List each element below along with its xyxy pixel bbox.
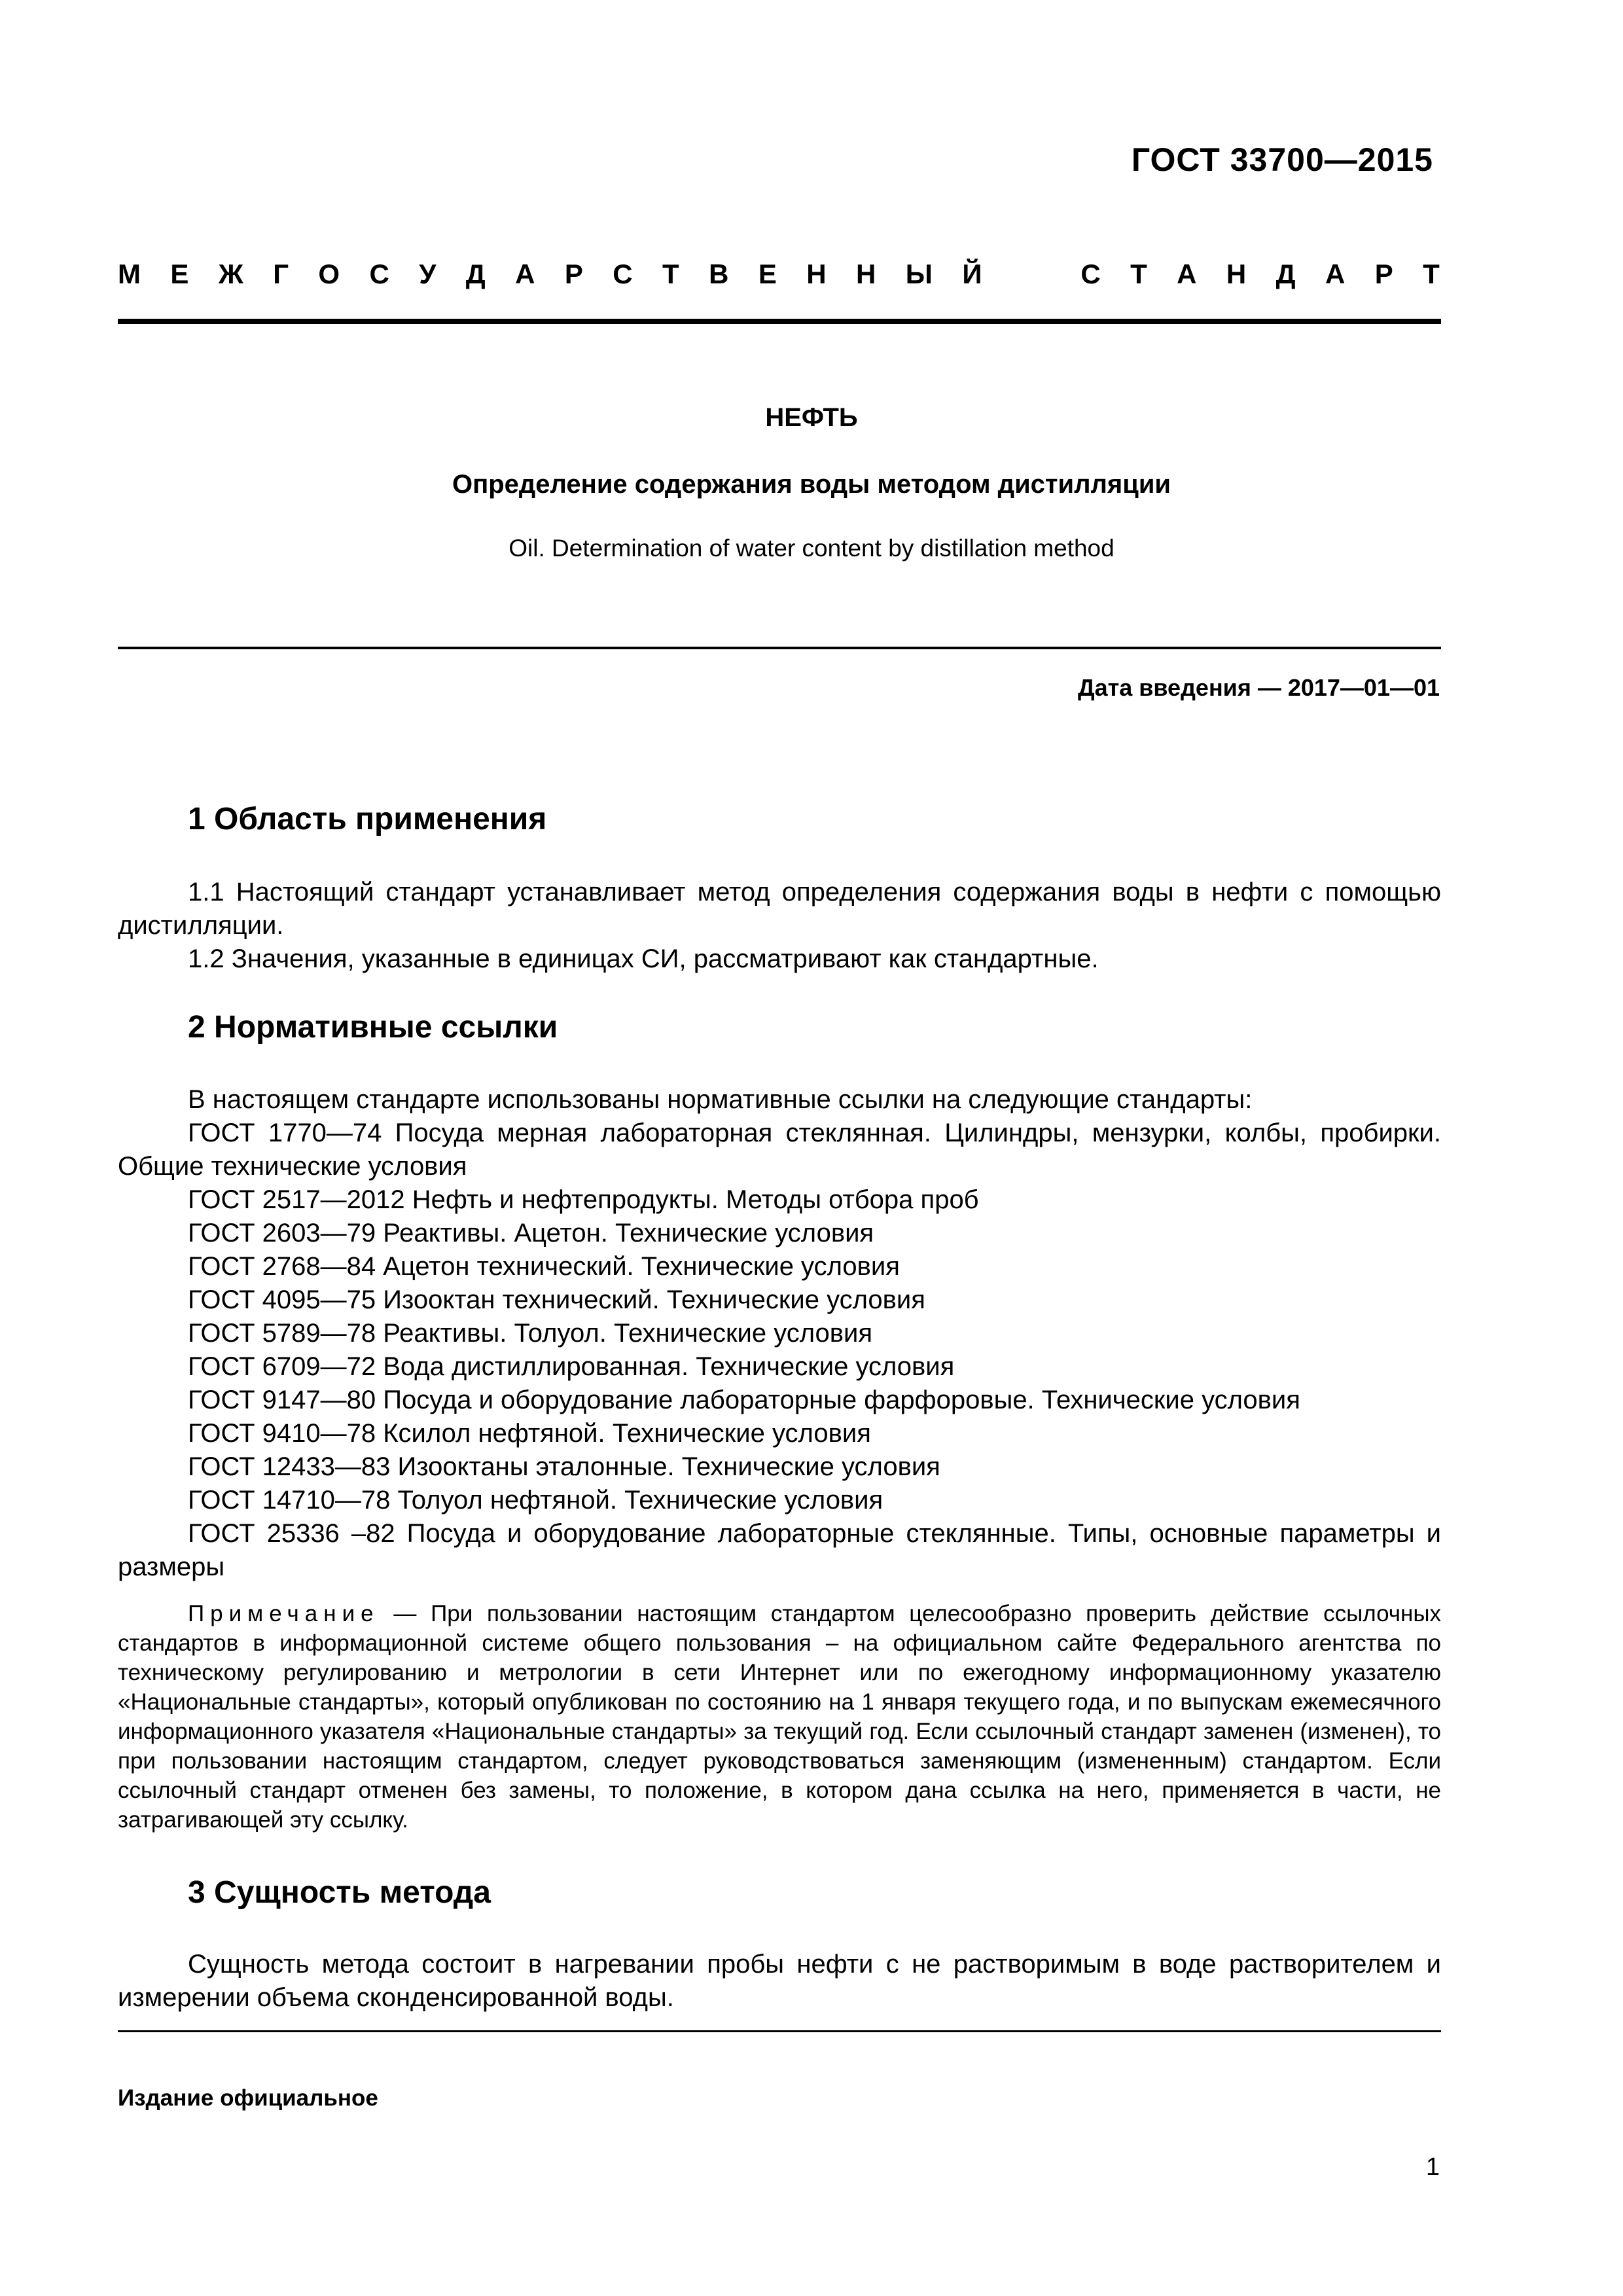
section-3-body: [118, 1948, 1441, 2015]
banner-letter: Й: [962, 259, 982, 289]
banner-letter: А: [515, 259, 535, 289]
reference-item: ГОСТ 5789—78 Реактивы. Толуол. Технические условия: [188, 1319, 873, 1348]
banner-letter: С: [613, 259, 633, 289]
banner-letter: А: [1325, 259, 1346, 289]
banner-letter: Ж: [218, 259, 243, 289]
section-2-heading: 2 Нормативные ссылки: [188, 1010, 558, 1045]
reference-item: ГОСТ 25336 –82 Посуда и оборудование лабораторные стеклянные. Типы, основные параметры и размеры: [118, 1519, 1441, 1581]
references-intro: В настоящем стандарте использованы нормативные ссылки на следующие стандарты:: [188, 1085, 1253, 1114]
date-of-introduction: Дата введения — 2017—01—01: [1077, 674, 1440, 701]
reference-item: ГОСТ 9410—78 Ксилол нефтяной. Технические условия: [188, 1419, 871, 1448]
header-rule: [118, 319, 1441, 324]
interstate-standard-banner: [118, 259, 1440, 290]
section-3-heading: 3 Сущность метода: [188, 1875, 491, 1910]
banner-letter: В: [709, 259, 729, 289]
banner-letter: О: [318, 259, 340, 289]
page-number: 1: [1425, 2153, 1440, 2181]
document-title-english: Oil. Determination of water content by distillation method: [508, 535, 1115, 562]
footer-rule: [118, 2030, 1441, 2032]
note-text: — При пользовании настоящим стандартом целесообразно проверить действие ссылочных стандартов в информационной системе общего пользования – на официальном сайте Федерального агентства по техническому регулированию и метрологии в сети Интернет или по ежегодному информационному указателю «Национальные стандарты», который опубликован по состоянию на 1 января текущего года, и по выпускам ежемесячного информационного указателя «Национальные стандарты» за текущий год. Если ссылочный стандарт заменен (изменен), то при пользовании настоящим стандартом, следует руководствоваться заменяющим (измененным) стандартом. Если ссылочный стандарт отменен без замены, то положение, в котором дана ссылка на него, применяется в части, не затрагивающей эту ссылку.: [118, 1601, 1441, 1833]
banner-letter: Н: [806, 259, 827, 289]
banner-letter: Т: [662, 259, 679, 289]
reference-item: ГОСТ 2768—84 Ацетон технический. Технические условия: [188, 1252, 900, 1281]
note: [118, 1599, 1441, 1835]
document-title: НЕФТЬ: [765, 403, 858, 432]
section-1-body: [118, 876, 1441, 976]
section-1-heading: 1 Область применения: [188, 802, 547, 836]
banner-letter: Ы: [905, 259, 933, 289]
banner-letter: Н: [1226, 259, 1247, 289]
banner-letter: М: [118, 259, 141, 289]
paragraph-3: Сущность метода состоит в нагревании пробы нефти с не растворимым в воде растворителем и измерении объема сконденсированной воды.: [118, 1950, 1441, 2012]
banner-letter: Н: [856, 259, 876, 289]
banner-letter: Е: [170, 259, 189, 289]
reference-item: ГОСТ 12433—83 Изооктаны эталонные. Технические условия: [188, 1452, 940, 1481]
reference-item: ГОСТ 14710—78 Толуол нефтяной. Технические условия: [188, 1486, 883, 1515]
banner-letter: С: [1080, 259, 1101, 289]
banner-letter: С: [369, 259, 389, 289]
note-label: Примечание: [188, 1601, 380, 1626]
reference-list: [118, 1117, 1441, 1584]
official-edition-label: Издание официальное: [118, 2085, 378, 2111]
banner-letter: Г: [273, 259, 289, 289]
paragraph-1-2: 1.2 Значения, указанные в единицах СИ, рассматривают как стандартные.: [188, 944, 1099, 973]
reference-item: ГОСТ 2517—2012 Нефть и нефтепродукты. Методы отбора проб: [188, 1185, 979, 1214]
banner-letter: Р: [564, 259, 583, 289]
section-2-body: [118, 1083, 1441, 1584]
paragraph-1-1: 1.1 Настоящий стандарт устанавливает метод определения содержания воды в нефти с помощью дистилляции.: [118, 878, 1441, 940]
banner-letter: Т: [1423, 259, 1440, 289]
reference-item: ГОСТ 6709—72 Вода дистиллированная. Технические условия: [188, 1352, 955, 1381]
reference-item: ГОСТ 9147—80 Посуда и оборудование лабораторные фарфоровые. Технические условия: [188, 1386, 1300, 1414]
reference-item: ГОСТ 2603—79 Реактивы. Ацетон. Технические условия: [188, 1219, 874, 1247]
standard-designation: ГОСТ 33700—2015: [1131, 141, 1433, 178]
banner-letter: Т: [1130, 259, 1147, 289]
banner-letter: А: [1177, 259, 1197, 289]
banner-word-gap: [1012, 259, 1051, 290]
banner-letter: Е: [758, 259, 777, 289]
banner-letter: Р: [1374, 259, 1393, 289]
banner-letter: Д: [1275, 259, 1296, 289]
document-subtitle: Определение содержания воды методом дистилляции: [452, 470, 1171, 499]
banner-letter: У: [419, 259, 437, 289]
reference-item: ГОСТ 4095—75 Изооктан технический. Технические условия: [188, 1285, 925, 1314]
title-rule: [118, 647, 1441, 649]
reference-item: ГОСТ 1770—74 Посуда мерная лабораторная стеклянная. Цилиндры, мензурки, колбы, пробирки. Общие технические условия: [118, 1119, 1441, 1181]
banner-letter: Д: [465, 259, 486, 289]
